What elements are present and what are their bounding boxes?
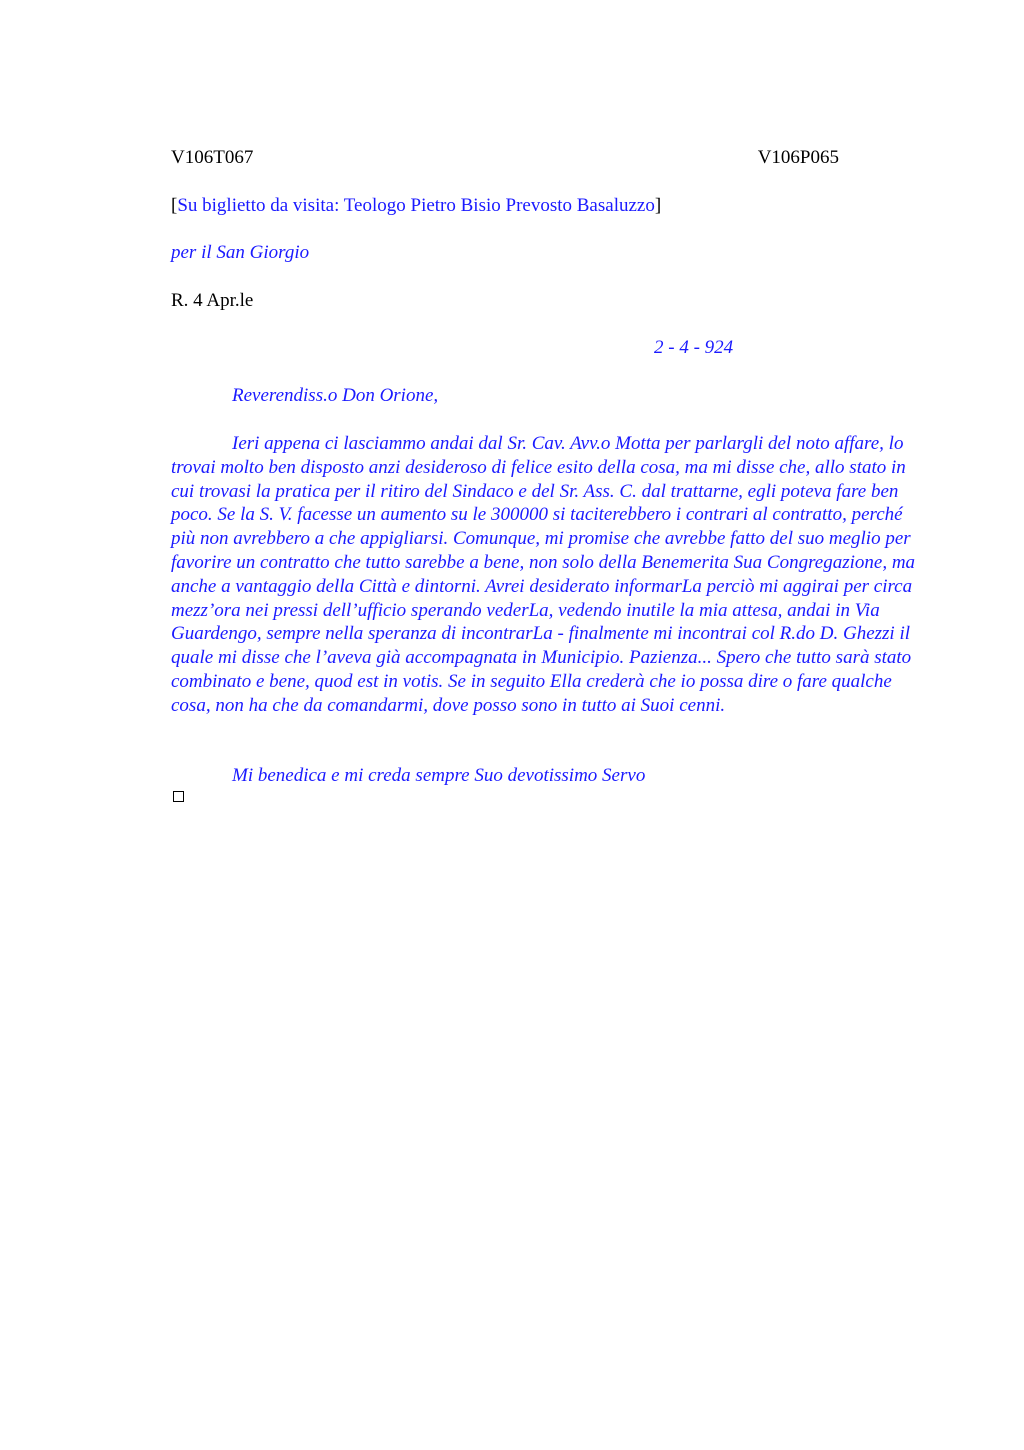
letter-closing: Mi benedica e mi creda sempre Suo devotissimo Servo bbox=[232, 765, 646, 786]
end-of-document-box-icon bbox=[173, 791, 184, 802]
received-note: R. 4 Apr.le bbox=[171, 290, 254, 311]
place-note: per il San Giorgio bbox=[171, 242, 310, 263]
letter-salutation: Reverendiss.o Don Orione, bbox=[232, 385, 439, 406]
letter-date: 2 - 4 - 924 bbox=[654, 337, 734, 358]
letter-body: Ieri appena ci lasciammo andai dal Sr. Cav. Avv.o Motta per parlargli del noto affare, lo trovai molto ben disposto anzi desideroso di felice esito della cosa, ma mi disse che, allo stato in cui trovasi la pratica per il ritiro del Sindaco e del Sr. Ass. C. dal trattarne, egli poteva fare ben poco. Se la S. V. facesse un aumento su le 300000 si taciterebbero i contrari al contratto, perché più non avrebbero a che appigliarsi. Comunque, mi promise che avrebbe fatto del suo meglio per favorire un contratto che tutto sarebbe a bene, non solo della Benemerita Sua Congregazione, ma anche a vantaggio della Città e dintorni. Avrei desiderato informarLa perciò mi aggirai per circa mezz’ora nei pressi dell’ufficio sperando vederLa, vedendo inutile la mia attesa, andai in Via Guardengo, sempre nella speranza di incontrarLa - finalmente mi incontrai col R.do D. Ghezzi il quale mi disse che l’aveva già accompagnata in Municipio. Pazienza... Spero che tutto sarà stato combinato e bene, quod est in votis. Se in seguito Ella crederà che io possa dire o fare qualche cosa, non ha che da comandarmi, dove posso sono in tutto ai Suoi cenni. bbox=[171, 433, 916, 716]
card-note-text: Su biglietto da visita: Teologo Pietro Bisio Prevosto Basaluzzo bbox=[177, 195, 655, 216]
business-card-note bbox=[171, 194, 661, 218]
right-document-code: V106P065 bbox=[757, 147, 839, 168]
card-note-open-bracket: [ bbox=[171, 195, 178, 216]
card-note-close-bracket: ] bbox=[654, 195, 662, 216]
left-document-code: V106T067 bbox=[171, 147, 254, 168]
document-header bbox=[171, 146, 839, 170]
